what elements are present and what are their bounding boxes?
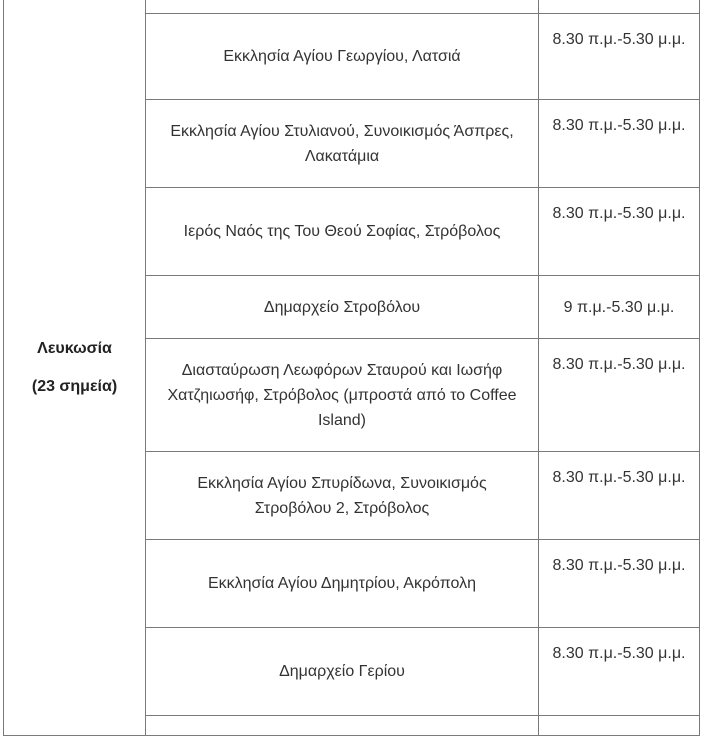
region-cell	[4, 0, 146, 736]
location-cell	[146, 716, 539, 736]
schedule-table	[3, 0, 700, 736]
hours-cell	[539, 0, 700, 14]
location-cell: Διασταύρωση Λεωφόρων Σταυρού και Ιωσήφ Χατζηιωσήφ, Στρόβολος (μπροστά από το Coffee Island)	[146, 339, 539, 452]
location-cell: Εκκλησία Αγίου Γεωργίου, Λατσιά	[146, 14, 539, 100]
location-cell: Δημαρχείο Γερίου	[146, 628, 539, 716]
location-cell: Ιερός Ναός της Του Θεού Σοφίας, Στρόβολος	[146, 188, 539, 276]
hours-cell	[539, 716, 700, 736]
location-cell: Εκκλησία Αγίου Δημητρίου, Ακρόπολη	[146, 540, 539, 628]
hours-cell: 8.30 π.μ.-5.30 μ.μ.	[539, 100, 700, 188]
hours-cell: 8.30 π.μ.-5.30 μ.μ.	[539, 14, 700, 100]
hours-cell: 9 π.μ.-5.30 μ.μ.	[539, 276, 700, 339]
table-row	[4, 0, 700, 14]
location-cell	[146, 0, 539, 14]
hours-cell: 8.30 π.μ.-5.30 μ.μ.	[539, 188, 700, 276]
region-name: Λευκωσία	[37, 339, 112, 357]
location-cell: Δημαρχείο Στροβόλου	[146, 276, 539, 339]
location-cell: Εκκλησία Αγίου Σπυρίδωνα, Συνοικισμός Στροβόλου 2, Στρόβολος	[146, 452, 539, 540]
hours-cell: 8.30 π.μ.-5.30 μ.μ.	[539, 452, 700, 540]
hours-cell: 8.30 π.μ.-5.30 μ.μ.	[539, 339, 700, 452]
hours-cell: 8.30 π.μ.-5.30 μ.μ.	[539, 628, 700, 716]
hours-cell: 8.30 π.μ.-5.30 μ.μ.	[539, 540, 700, 628]
location-cell: Εκκλησία Αγίου Στυλιανού, Συνοικισμός Άσπρες, Λακατάμια	[146, 100, 539, 188]
region-count: (23 σημεία)	[31, 377, 118, 395]
